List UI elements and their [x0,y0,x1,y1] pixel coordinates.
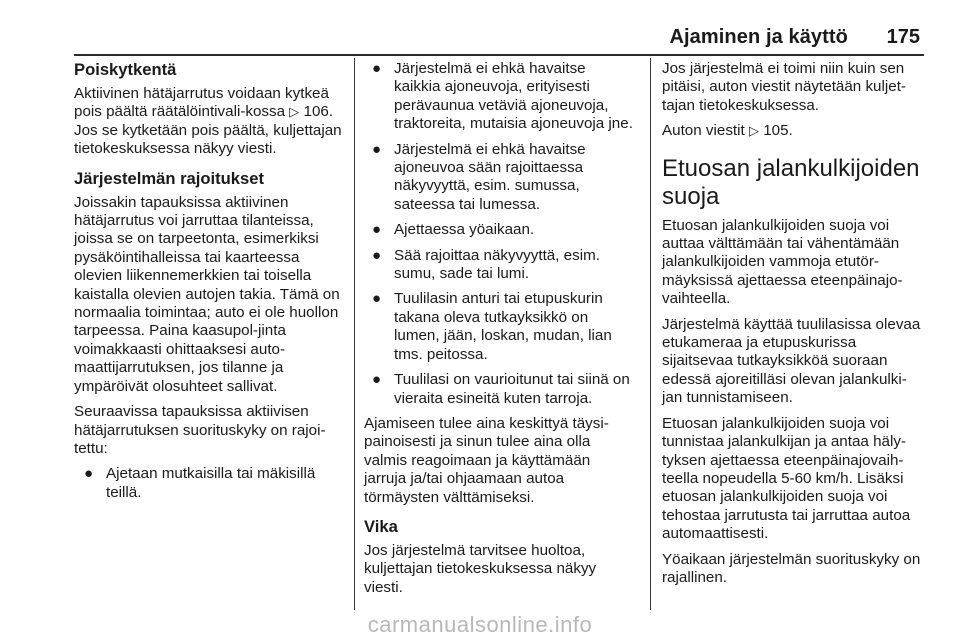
paragraph: Etuosan jalankulkijoiden suoja voi tunnistaa jalankulkijan ja antaa häly-tyksen ajettaessa eteenpäinajovaih-teella nopeudella 5-60 km/h. Lisäksi etuosan jalankulkijoiden suoja voi tehostaa jarrutusta tai jarruttaa autoa automaattisesti. [662,414,911,543]
list-item: ● Ajettaessa yöaikaan. [372,221,535,239]
paragraph: Etuosan jalankulkijoiden suoja voi auttaa välttämään tai vähentämään jalankulkijoiden vammoja etutör-mäyksissä ajettaessa eteenpäinajo-vaihteella. [662,216,903,308]
bullet-icon: ● [372,140,382,158]
paragraph: Järjestelmä käyttää tuulilasissa olevaa etukameraa ja etupuskurissa sijaitsevaa tutkayksikköä suoraan edessä ajoreitilläsi olevan jalankulki-jan tunnistamiseen. [662,315,921,407]
heading-rajoitukset: Järjestelmän rajoitukset [74,168,264,188]
column-divider [650,58,651,610]
paragraph: Jos järjestelmä ei toimi niin kuin sen pitäisi, auton viestit näytetään kuljet-tajan tietokeskuksessa. [662,60,906,114]
page-number: 175 [886,26,920,48]
paragraph: Aktiivinen hätäjarrutus voidaan kytkeä pois päältä räätälöintivali-kossa ▷ 106. Jos se kytketään pois päältä, kuljettajan tietokeskuksessa näkyy viesti. [74,85,342,158]
bullet-list [74,465,346,502]
heading-etuosan-jalankulkijoiden-suoja: Etuosan jalankulkijoiden suoja [662,154,920,210]
page-ref-link[interactable]: 106 [303,103,329,121]
column-3 [662,60,924,594]
list-item: ● Järjestelmä ei ehkä havaitse ajoneuvoa sään rajoittaessa näkyvyyttä, esim. sumussa, sateessa tai lumessa. [372,140,586,213]
paragraph: Joissakin tapauksissa aktiivinen hätäjarrutus voi jarruttaa tilanteissa, joissa se on tarpeetonta, esimerkiksi pysäköintihalleissa tai kaarteessa olevien liikennemerkkien tai toisella kaistalla olevien autojen takia. Tämä on normaalia toimintaa; auto ei ole huollon tarpeessa. Paina kaasupol-jinta voimakkaasti ohittaaksesi auto-maattijarrutuksen, jos tilanne ja ympäröivät olosuhteet sallivat. [74,193,340,395]
bullet-icon: ● [372,221,382,239]
page-ref-arrow-icon: ▷ [289,104,300,120]
column-2 [364,60,634,604]
page-header [0,0,960,56]
column-1 [74,60,346,509]
chapter-title: Ajaminen ja käyttö [669,26,848,48]
paragraph: Jos järjestelmä tarvitsee huoltoa, kuljettajan tietokeskuksessa näkyy viesti. [364,541,597,596]
bullet-list [364,60,634,408]
header-rule [74,54,924,56]
list-item: ● Sää rajoittaa näkyvyyttä, esim. sumu, sade tai lumi. [372,246,600,283]
list-item: ● Tuulilasin anturi tai etupuskurin takana oleva tutkayksikkö on lumen, jään, loskan, mudan, lian tms. peitossa. [372,290,612,363]
page-ref-arrow-icon: ▷ [748,123,759,139]
list-item: ● Järjestelmä ei ehkä havaitse kaikkia ajoneuvoja, erityisesti perävaunua vetäviä ajoneuvoja, traktoreita, mutaisia ajoneuvoja jne. [372,60,633,133]
heading-poiskytkenta: Poiskytkentä [74,60,177,79]
paragraph: Ajamiseen tulee aina keskittyä täysi-painoisesti ja sinun tulee aina olla valmis reagoimaan ja käyttämään jarruja ja/tai ohjaamaan autoa törmäysten välttämiseksi. [364,414,609,506]
heading-vika: Vika [364,516,398,536]
list-item: ● Tuulilasi on vaurioitunut tai siinä on vieraita esineitä kuten tarroja. [372,371,630,407]
bullet-icon: ● [372,371,382,389]
paragraph: Yöaikaan järjestelmän suorituskyky on rajallinen. [662,550,921,586]
column-divider [354,58,355,610]
watermark: carmanualsonline.info [367,612,593,637]
bullet-icon: ● [372,60,382,77]
bullet-icon: ● [84,465,94,483]
paragraph: Auton viestit ▷ 105. [662,122,793,140]
paragraph: Seuraavissa tapauksissa aktiivisen hätäjarrutuksen suorituskyky on rajoi-tettu: [74,403,326,457]
page-ref-link[interactable]: 105 [763,122,789,140]
list-item: ● Ajetaan mutkaisilla tai mäkisillä teillä. [84,465,316,501]
bullet-icon: ● [372,246,382,264]
bullet-icon: ● [372,290,382,308]
